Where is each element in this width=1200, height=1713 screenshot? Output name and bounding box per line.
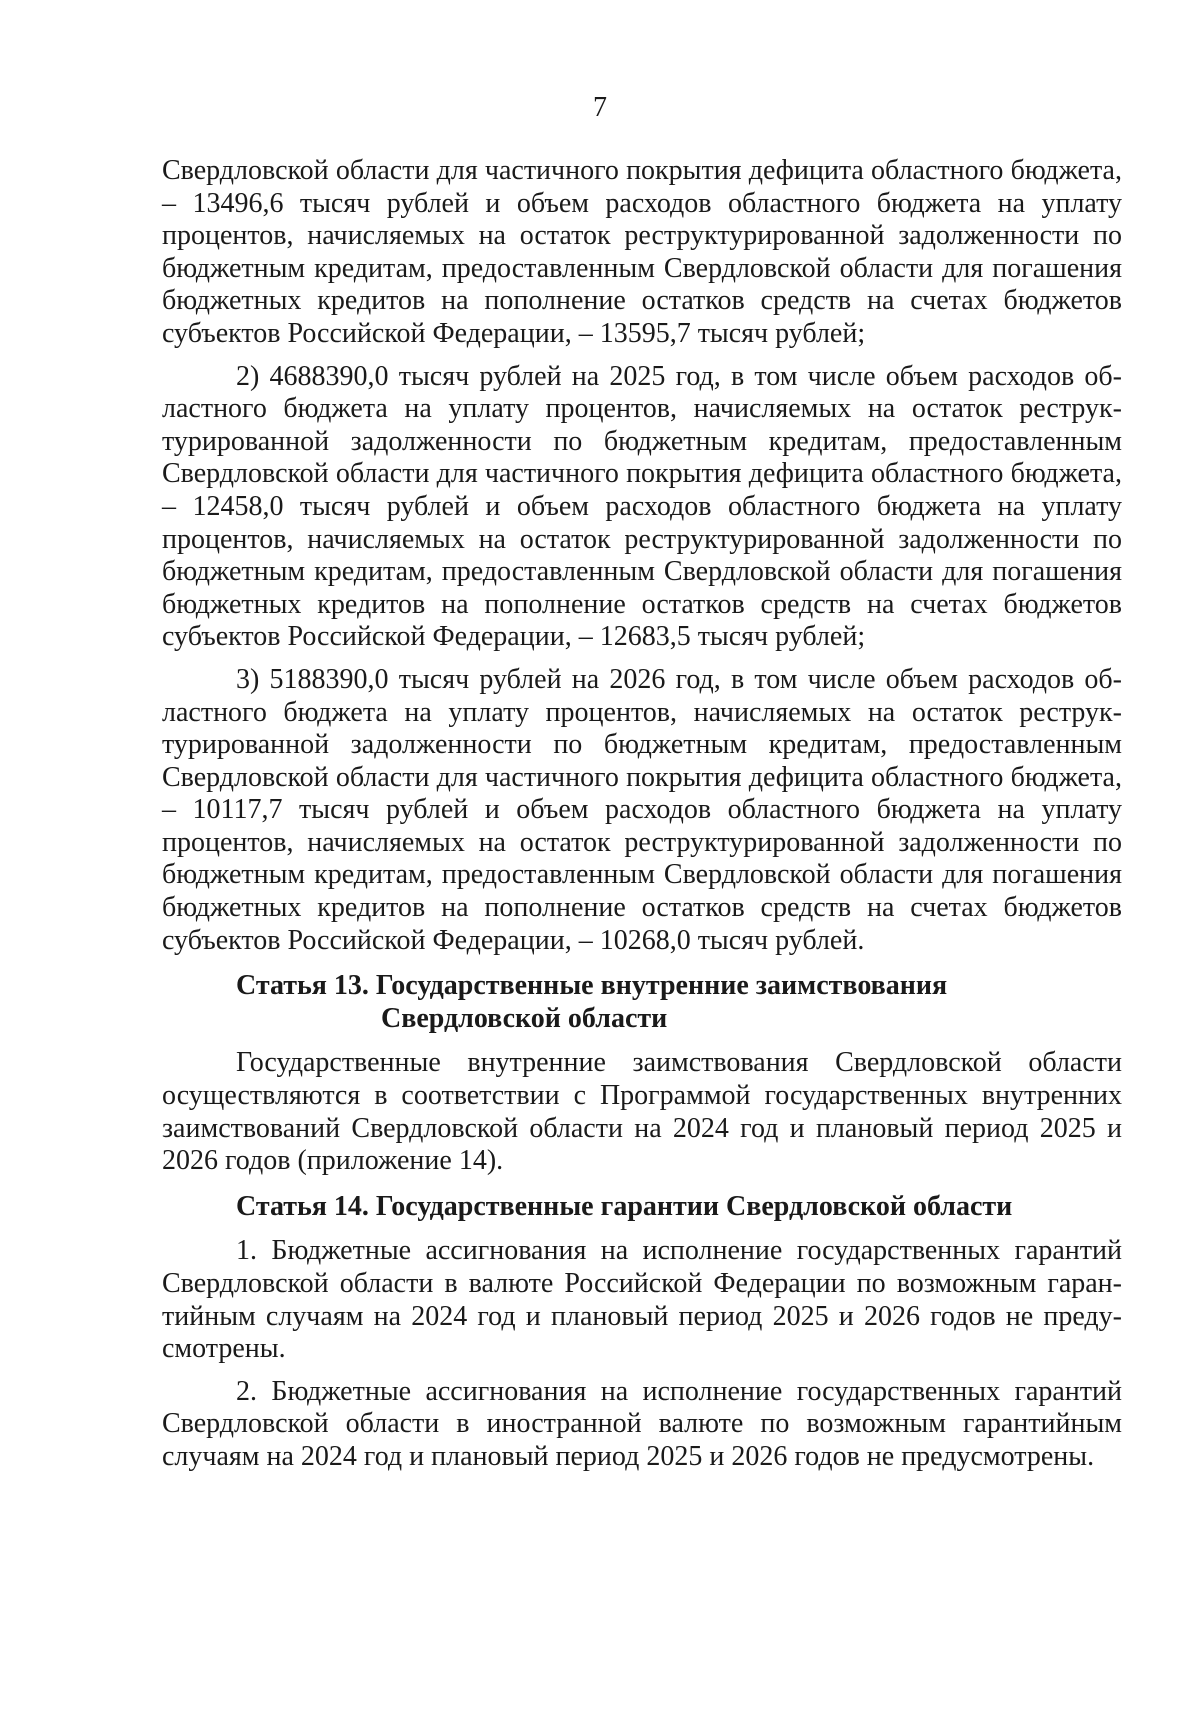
page-number: 7 xyxy=(593,92,607,123)
article-13-paragraph: Государственные внутренние заимствования Свердловской области осуществляются в соответствии с Программой государственных внутренних заимствований Свердловской области на 2024 год и плановый период 2025 и 2026 годов (приложение 14). xyxy=(162,1047,1122,1177)
article-13-heading xyxy=(162,970,1122,1035)
paragraph-continuation: Свердловской области для частичного покрытия дефицита областного бюджета, – 13496,6 тысяч рублей и объем расходов областного бюджета на уплату процентов, начисляемых на остаток реструктурированной задолженности по бюджетным кредитам, предоставленным Свердловской области для погашения бюджетных кредитов на пополнение остатков средств на счетах бюджетов субъектов Российской Федерации, – 13595,7 тысяч рублей; xyxy=(162,155,1122,349)
article-14-paragraph-2: 2. Бюджетные ассигнования на исполнение государственных гарантий Свердловской области в иностранной валюте по возможным гарантийным случаям на 2024 год и плановый период 2025 и 2026 годов не предусмотрены. xyxy=(162,1375,1122,1472)
document-body xyxy=(162,155,1122,1474)
article-14-heading xyxy=(162,1191,1122,1224)
article-14-paragraph-1: 1. Бюджетные ассигнования на исполнение государственных гарантий Свердловской области в валюте Российской Федерации по возможным гарантийным случаям на 2024 год и плановый период 2025 и 2026 годов не предусмотрены. xyxy=(162,1235,1122,1365)
article-13-title-line-2: Свердловской области xyxy=(381,1002,668,1034)
paragraph-item-3: 3) 5188390,0 тысяч рублей на 2026 год, в том числе объем расходов областного бюджета на уплату процентов, начисляемых на остаток реструктурированной задолженности по бюджетным кредитам, предоставленным Свердловской области для частичного покрытия дефицита областного бюджета, – 10117,7 тысяч рублей и объем расходов областного бюджета на уплату процентов, начисляемых на остаток реструктурированной задолженности по бюджетным кредитам, предоставленным Свердловской области для погашения бюджетных кредитов на пополнение остатков средств на счетах бюджетов субъектов Российской Федерации, – 10268,0 тысяч рублей. xyxy=(162,663,1122,956)
article-13-title-line-1: Статья 13. Государственные внутренние заимствования xyxy=(236,970,948,1002)
article-14-title: Статья 14. Государственные гарантии Свердловской области xyxy=(236,1190,1013,1222)
paragraph-item-2: 2) 4688390,0 тысяч рублей на 2025 год, в том числе объем расходов областного бюджета на уплату процентов, начисляемых на остаток реструктурированной задолженности по бюджетным кредитам, предоставленным Свердловской области для частичного покрытия дефицита областного бюджета, – 12458,0 тысяч рублей и объем расходов областного бюджета на уплату процентов, начисляемых на остаток реструктурированной задолженности по бюджетным кредитам, предоставленным Свердловской области для погашения бюджетных кредитов на пополнение остатков средств на счетах бюджетов субъектов Российской Федерации, – 12683,5 тысяч рублей; xyxy=(162,360,1122,653)
